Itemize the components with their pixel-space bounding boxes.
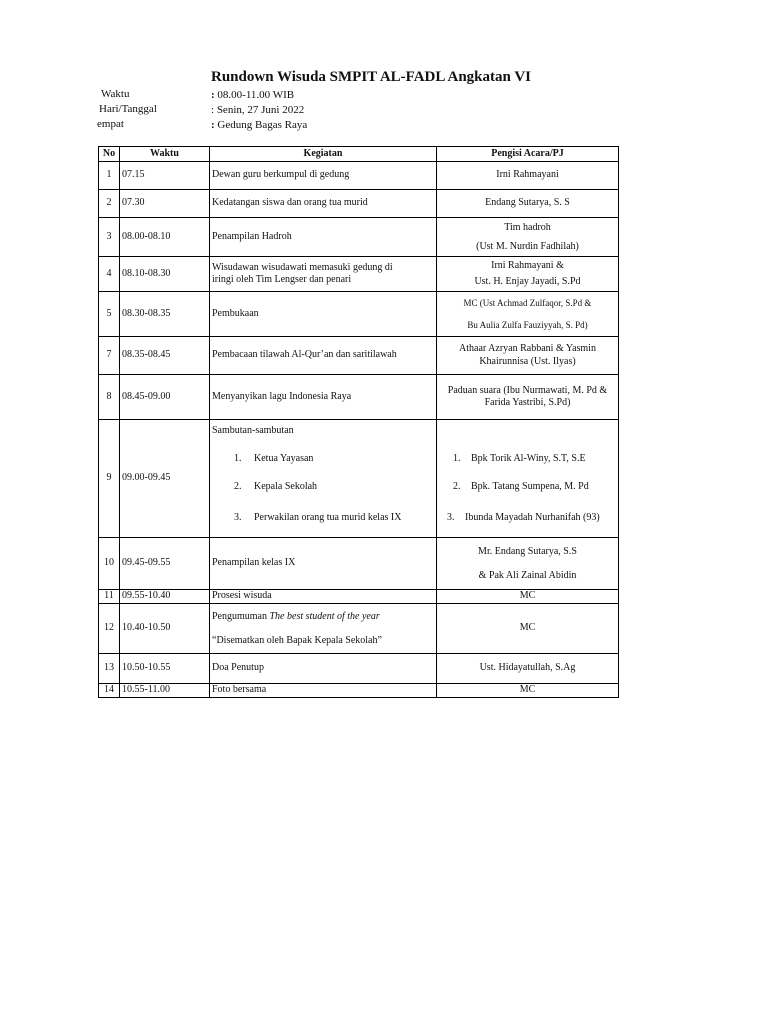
cell-waktu: 09.45-09.55 xyxy=(120,538,210,590)
cell-kegiatan: Doa Penutup xyxy=(210,654,437,684)
pengisi-list-item xyxy=(439,511,616,525)
cell-no: 9 xyxy=(99,420,120,538)
pengisi-line: Athaar Azryan Rabbani & Yasmin xyxy=(459,343,596,354)
cell-no: 2 xyxy=(99,190,120,218)
kegiatan-prefix: Pengumuman xyxy=(212,610,270,622)
cell-kegiatan: Penampilan kelas IX xyxy=(210,538,437,590)
cell-kegiatan xyxy=(210,420,437,538)
pengisi-list-item xyxy=(439,480,616,494)
cell-kegiatan: Menyanyikan lagu Indonesia Raya xyxy=(210,375,437,420)
cell-no: 8 xyxy=(99,375,120,420)
cell-pengisi: MC xyxy=(437,590,619,604)
info-label-tempat: empat xyxy=(97,118,124,130)
colon: : xyxy=(211,119,215,131)
list-text: Perwakilan orang tua murid kelas IX xyxy=(254,512,402,523)
kegiatan-line xyxy=(212,605,434,629)
cell-waktu: 08.35-08.45 xyxy=(120,337,210,375)
value-text: 08.00-11.00 WIB xyxy=(214,89,295,101)
cell-no: 10 xyxy=(99,538,120,590)
list-text: Kepala Sekolah xyxy=(254,481,318,492)
cell-pengisi: Irni Rahmayani xyxy=(437,162,619,190)
cell-pengisi: Ust. Hidayatullah, S.Ag xyxy=(437,654,619,684)
cell-kegiatan: Foto bersama xyxy=(210,684,437,698)
list-item xyxy=(212,452,434,466)
cell-pengisi xyxy=(437,375,619,420)
rundown-table xyxy=(98,146,619,698)
table-row xyxy=(99,292,619,337)
pengisi-line: Paduan suara (Ibu Nurmawati, M. Pd & xyxy=(447,384,608,396)
kegiatan-line: Wisudawan wisudawati memasuki gedung di xyxy=(212,261,393,273)
table-row xyxy=(99,337,619,375)
list-item xyxy=(212,511,434,525)
cell-waktu: 07.15 xyxy=(120,162,210,190)
table-row xyxy=(99,420,619,538)
list-number: 1. xyxy=(453,453,461,464)
cell-waktu: 08.10-08.30 xyxy=(120,257,210,292)
pengisi-line: Bu Aulia Zulfa Fauziyyah, S. Pd) xyxy=(467,320,588,330)
cell-no: 5 xyxy=(99,292,120,337)
list-number: 3. xyxy=(234,512,242,523)
info-value-hari-tanggal xyxy=(211,104,304,116)
kegiatan-line: “Disematkan oleh Bapak Kepala Sekolah” xyxy=(212,634,382,646)
cell-pengisi: MC xyxy=(437,604,619,654)
cell-waktu: 09.00-09.45 xyxy=(120,420,210,538)
cell-waktu: 10.50-10.55 xyxy=(120,654,210,684)
cell-pengisi xyxy=(437,257,619,292)
cell-kegiatan: Dewan guru berkumpul di gedung xyxy=(210,162,437,190)
cell-waktu: 08.45-09.00 xyxy=(120,375,210,420)
value-text: Gedung Bagas Raya xyxy=(214,119,308,131)
cell-no: 11 xyxy=(99,590,120,604)
column-header-pengisi: Pengisi Acara/PJ xyxy=(437,147,619,162)
list-text: Ibunda Mayadah Nurhanifah (93) xyxy=(465,512,600,523)
cell-kegiatan: Pembukaan xyxy=(210,292,437,337)
column-header-no: No xyxy=(99,147,120,162)
table-row xyxy=(99,218,619,257)
cell-pengisi: MC xyxy=(437,684,619,698)
info-label-waktu: Waktu xyxy=(101,88,130,100)
cell-waktu: 10.55-11.00 xyxy=(120,684,210,698)
cell-no: 12 xyxy=(99,604,120,654)
pengisi-line: (Ust M. Nurdin Fadhilah) xyxy=(476,241,579,252)
pengisi-line: Mr. Endang Sutarya, S.S xyxy=(478,545,577,557)
pengisi-list-item xyxy=(439,452,616,466)
cell-pengisi xyxy=(437,538,619,590)
pengisi-line: Farida Yastribi, S.Pd) xyxy=(484,397,571,408)
cell-waktu: 10.40-10.50 xyxy=(120,604,210,654)
cell-pengisi xyxy=(437,420,619,538)
cell-kegiatan: Kedatangan siswa dan orang tua murid xyxy=(210,190,437,218)
pengisi-line: MC (Ust Achmad Zulfaqor, S.Pd & xyxy=(463,298,592,308)
cell-no: 13 xyxy=(99,654,120,684)
cell-pengisi xyxy=(437,218,619,257)
cell-pengisi xyxy=(437,292,619,337)
table-header-row xyxy=(99,147,619,162)
kegiatan-line: iringi oleh Tim Lengser dan penari xyxy=(212,274,352,285)
list-number: 2. xyxy=(453,481,461,492)
pengisi-line: Ust. H. Enjay Jayadi, S.Pd xyxy=(474,276,581,287)
colon: : xyxy=(211,89,215,101)
cell-kegiatan: Pembacaan tilawah Al-Qur’an dan saritilawah xyxy=(210,337,437,375)
kegiatan-line: Sambutan-sambutan xyxy=(212,425,294,436)
pengisi-line: Khairunnisa (Ust. Ilyas) xyxy=(479,355,576,367)
info-label-hari-tanggal: Hari/Tanggal xyxy=(99,103,157,115)
list-item xyxy=(212,480,434,494)
table-row xyxy=(99,538,619,590)
colon: : xyxy=(211,104,215,116)
cell-waktu: 09.55-10.40 xyxy=(120,590,210,604)
list-number: 3. xyxy=(447,512,455,523)
cell-pengisi xyxy=(437,337,619,375)
cell-no: 4 xyxy=(99,257,120,292)
cell-waktu: 07.30 xyxy=(120,190,210,218)
cell-kegiatan xyxy=(210,257,437,292)
table-row xyxy=(99,590,619,604)
info-value-tempat xyxy=(211,119,307,131)
cell-no: 1 xyxy=(99,162,120,190)
column-header-waktu: Waktu xyxy=(120,147,210,162)
cell-no: 3 xyxy=(99,218,120,257)
value-text: Senin, 27 Juni 2022 xyxy=(214,104,305,116)
list-text: Ketua Yayasan xyxy=(254,453,314,464)
list-text: Bpk. Tatang Sumpena, M. Pd xyxy=(471,481,589,492)
cell-kegiatan: Prosesi wisuda xyxy=(210,590,437,604)
list-number: 1. xyxy=(234,453,242,464)
cell-pengisi: Endang Sutarya, S. S xyxy=(437,190,619,218)
table-row xyxy=(99,162,619,190)
table-row xyxy=(99,684,619,698)
table-row xyxy=(99,654,619,684)
table-row xyxy=(99,375,619,420)
list-number: 2. xyxy=(234,481,242,492)
info-value-waktu xyxy=(211,89,294,101)
list-text: Bpk Torik Al-Winy, S.T, S.E xyxy=(471,453,586,464)
cell-waktu: 08.30-08.35 xyxy=(120,292,210,337)
table-row xyxy=(99,604,619,654)
cell-no: 7 xyxy=(99,337,120,375)
cell-kegiatan xyxy=(210,604,437,654)
table-row xyxy=(99,257,619,292)
pengisi-line: & Pak Ali Zainal Abidin xyxy=(478,569,577,581)
table-row xyxy=(99,190,619,218)
cell-waktu: 08.00-08.10 xyxy=(120,218,210,257)
kegiatan-italic: The best student of the year xyxy=(269,610,380,622)
pengisi-line: Irni Rahmayani & xyxy=(491,260,564,271)
cell-no: 14 xyxy=(99,684,120,698)
pengisi-line: Tim hadroh xyxy=(504,222,551,233)
column-header-kegiatan: Kegiatan xyxy=(210,147,437,162)
page-title: Rundown Wisuda SMPIT AL-FADL Angkatan VI xyxy=(211,69,531,85)
cell-kegiatan: Penampilan Hadroh xyxy=(210,218,437,257)
